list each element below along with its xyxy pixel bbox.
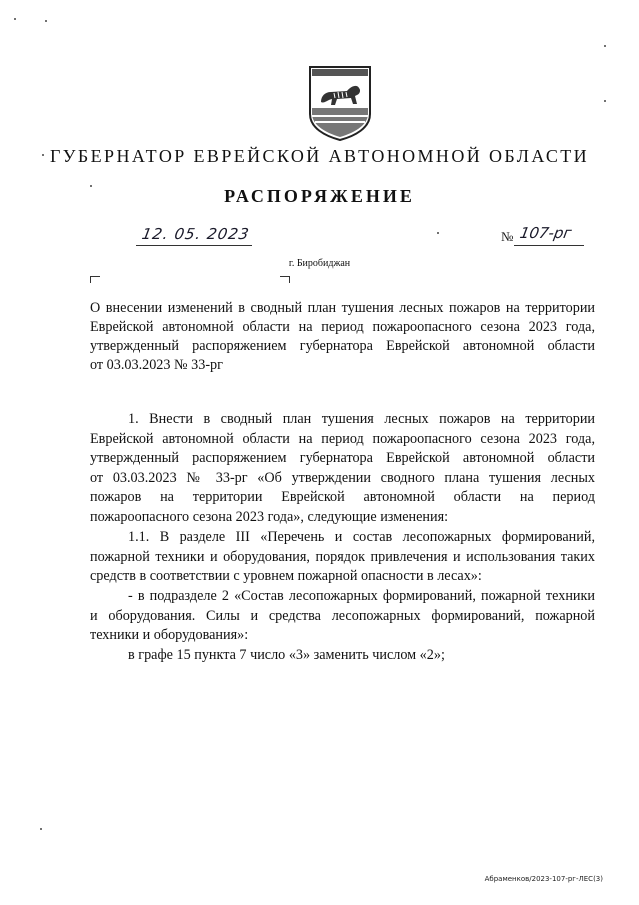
coat-of-arms-icon — [307, 64, 373, 142]
body-line: Еврейской автономной области на период пожароопасного сезона 2023 года, — [90, 430, 595, 447]
body-line: утвержденный распоряжением губернатора Еврейской автономной области — [90, 450, 595, 467]
document-number: 107-рг — [518, 224, 574, 242]
body-line: средств в соответствии с уровнем пожарной опасности в лесах»: — [90, 568, 482, 585]
paragraph-4 — [90, 646, 595, 666]
body-line: - в подразделе 2 «Состав лесопожарных формирований, пожарной техники — [128, 588, 595, 604]
paragraph-3 — [90, 587, 595, 646]
document-type-title: РАСПОРЯЖЕНИЕ — [224, 186, 415, 206]
paragraph-2 — [90, 528, 595, 587]
footer-reference: Абраменков/2023-107-рг-ЛЕС(3) — [484, 875, 603, 883]
scan-speck — [604, 45, 606, 47]
governor-title: ГУБЕРНАТОР ЕВРЕЙСКОЙ АВТОНОМНОЙ ОБЛАСТИ — [49, 146, 590, 166]
body-line: техники и оборудования»: — [90, 627, 249, 644]
body-line: пожарной техники и оборудования, порядок привлечения и использования таких — [90, 548, 595, 565]
body-line: пожароопасного сезона 2023 года», следующие изменения: — [90, 508, 449, 525]
subject-corner-left — [90, 276, 100, 283]
body-line: в графе 15 пункта 7 число «3» заменить числом «2»; — [128, 647, 445, 663]
number-sign: № — [501, 229, 514, 244]
city-label: г. Биробиджан — [288, 258, 351, 269]
scan-speck — [437, 232, 439, 234]
body-line: пожаров на территории Еврейской автономной области на период — [90, 489, 595, 506]
scan-speck — [40, 828, 42, 830]
body-line: 1.1. В разделе III «Перечень и состав лесопожарных формирований, — [128, 529, 595, 545]
scan-speck — [604, 100, 606, 102]
scan-speck — [45, 20, 47, 22]
body-line: от 03.03.2023 № 33-рг «Об утверждении сводного плана тушения лесных — [90, 469, 595, 486]
subject-line: утвержденный распоряжением губернатора Еврейской автономной области — [90, 338, 595, 354]
subject-line: О внесении изменений в сводный план тушения лесных пожаров на территории — [90, 300, 595, 316]
scan-speck — [14, 18, 16, 20]
subject-line: от 03.03.2023 № 33-рг — [90, 357, 223, 373]
body-line: 1. Внести в сводный план тушения лесных пожаров на территории — [128, 411, 595, 427]
document-date: 12. 05. 2023 — [140, 225, 252, 243]
body-line: и оборудования. Силы и средства лесопожарных формирований, пожарной — [90, 607, 595, 624]
document-subject — [90, 299, 595, 375]
subject-line: Еврейской автономной области на период пожароопасного сезона 2023 года, — [90, 319, 595, 335]
subject-corner-right — [280, 276, 290, 283]
paragraph-1 — [90, 410, 595, 528]
